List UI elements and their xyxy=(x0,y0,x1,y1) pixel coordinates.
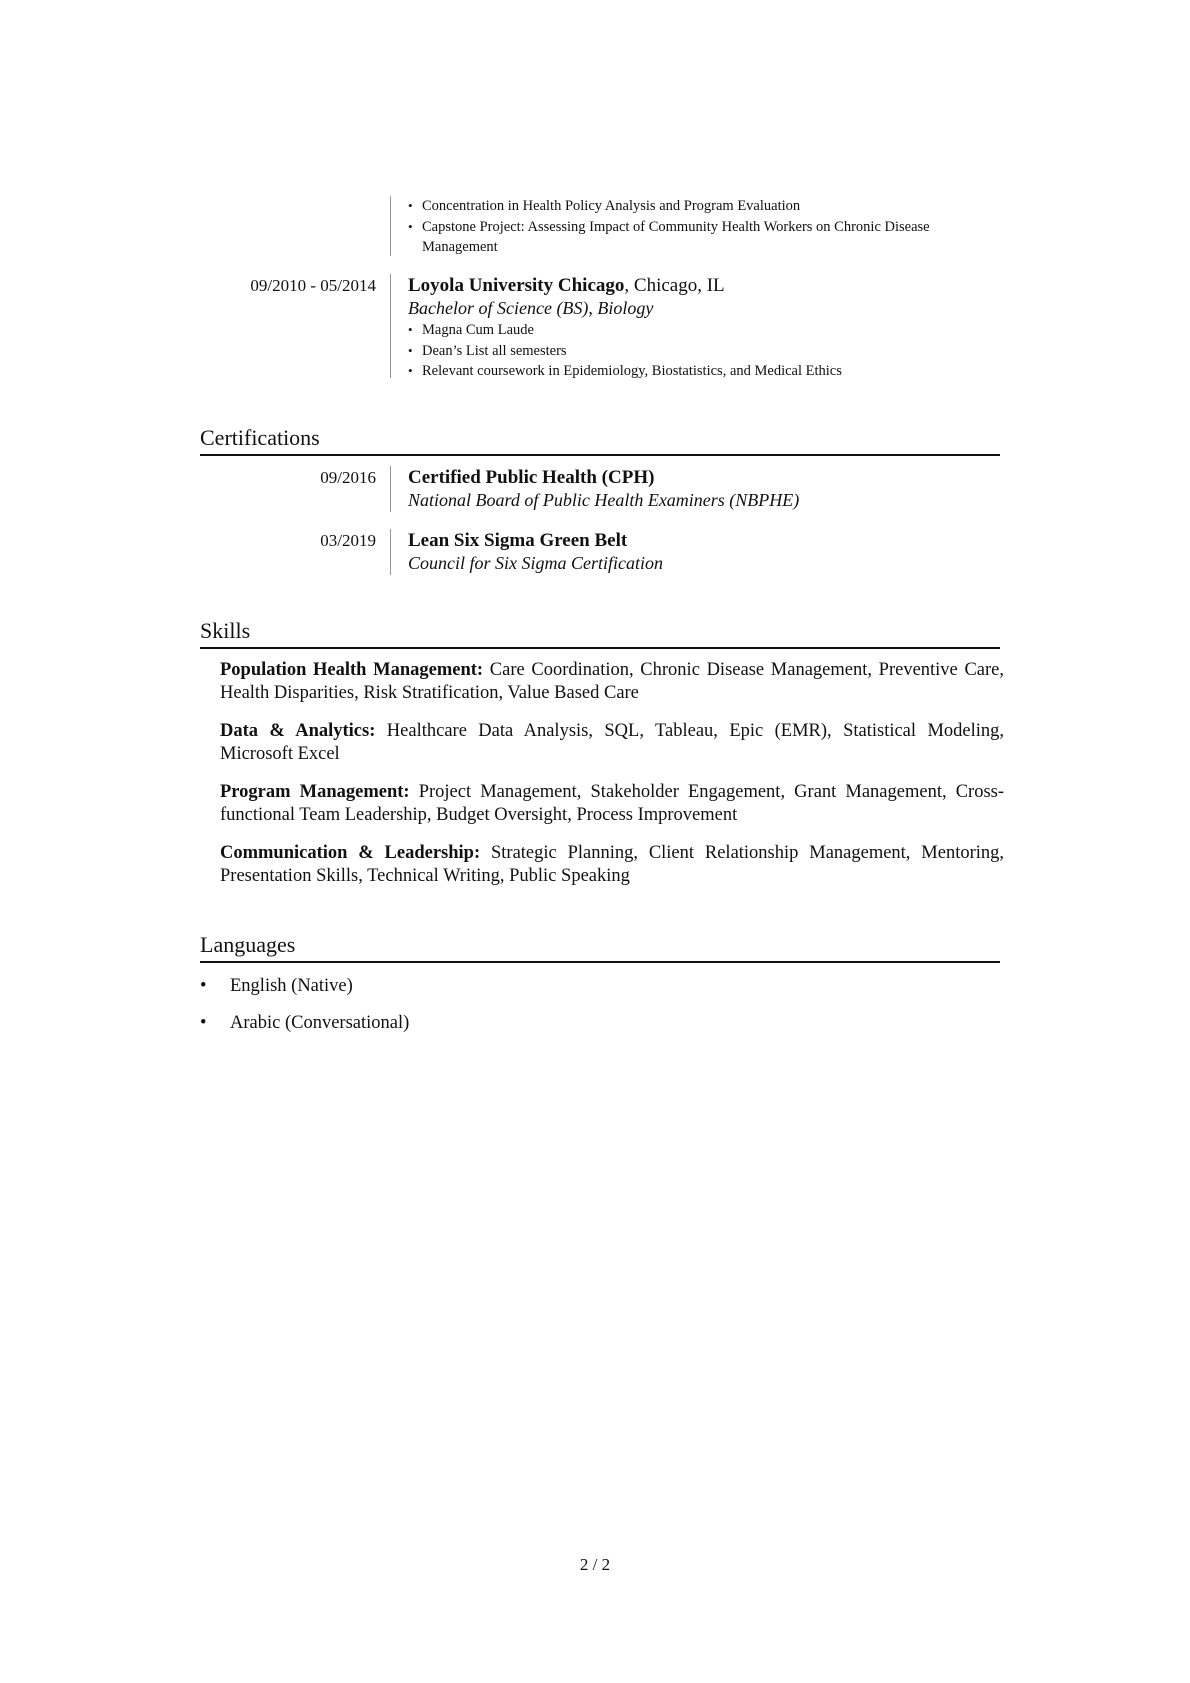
skill-group-list: Strategic Planning, Client Relationship Management, Mentoring, Presentation Skills, Technical Writing, Public Speaking xyxy=(220,843,1005,886)
bullet-item: • Relevant coursework in Epidemiology, Biostatistics, and Medical Ethics xyxy=(408,361,1000,382)
skill-group-list: Care Coordination, Chronic Disease Management, Preventive Care, Health Disparities, Risk Stratification, Value Based Care xyxy=(220,660,1004,703)
timeline-rule xyxy=(390,196,391,256)
bullet-item: • Magna Cum Laude xyxy=(408,320,1000,341)
entry-date: 09/2010 - 05/2014 xyxy=(250,276,376,295)
institution-location: , Chicago, IL xyxy=(624,275,725,296)
language-item xyxy=(200,1012,409,1035)
certification-entry xyxy=(200,466,1000,512)
skill-group-label: Communication & Leadership: xyxy=(220,843,481,863)
skill-group xyxy=(220,781,1004,827)
language-text: Arabic (Conversational) xyxy=(230,1013,410,1033)
timeline-rule xyxy=(390,466,391,512)
degree: Bachelor of Science (BS), Biology xyxy=(408,298,654,318)
language-text: English (Native) xyxy=(230,976,353,996)
timeline-rule xyxy=(390,529,391,575)
entry-content xyxy=(408,196,1000,258)
entry-date: 03/2019 xyxy=(320,531,376,550)
bullet-item: • Dean’s List all semesters xyxy=(408,341,1000,362)
institution-line xyxy=(408,274,1000,297)
skill-group-list: Healthcare Data Analysis, SQL, Tableau, Epic (EMR), Statistical Modeling, Microsoft Excel xyxy=(220,721,1005,764)
entry-bullets xyxy=(408,320,1000,382)
skill-group-label: Data & Analytics: xyxy=(220,721,376,741)
certification-name xyxy=(408,529,1000,552)
entry-bullets xyxy=(408,196,1000,258)
education-entry-continued xyxy=(200,196,1000,256)
skill-group xyxy=(220,659,1004,705)
language-item xyxy=(200,975,353,998)
skill-group-label: Population Health Management: xyxy=(220,660,484,680)
entry-content xyxy=(408,529,1000,575)
certification-name-text: Lean Six Sigma Green Belt xyxy=(408,530,628,551)
institution-name: Loyola University Chicago xyxy=(408,275,625,296)
education-entry-loyola xyxy=(200,274,1000,378)
bullet-icon: • xyxy=(200,1013,207,1033)
skill-group xyxy=(220,842,1004,888)
entry-date: 09/2016 xyxy=(320,468,376,487)
bullet-item: • Concentration in Health Policy Analysis and Program Evaluation xyxy=(408,196,1000,217)
skill-group-label: Program Management: xyxy=(220,782,410,802)
page-number: 2 / 2 xyxy=(579,1555,611,1574)
certification-name xyxy=(408,466,1000,489)
section-title-skills: Skills xyxy=(200,617,1000,649)
bullet-icon: • xyxy=(200,976,207,996)
section-title-languages: Languages xyxy=(200,931,1000,963)
bullet-item: • Capstone Project: Assessing Impact of Community Health Workers on Chronic Disease Management xyxy=(408,217,1000,258)
skill-group-list: Project Management, Stakeholder Engagement, Grant Management, Cross-functional Team Leadership, Budget Oversight, Process Improvement xyxy=(220,782,1005,825)
skill-group xyxy=(220,720,1004,766)
certification-entry xyxy=(200,529,1000,575)
certification-name-text: Certified Public Health (CPH) xyxy=(408,467,655,488)
entry-content xyxy=(408,274,1000,382)
timeline-rule xyxy=(390,274,391,378)
certification-issuer: Council for Six Sigma Certification xyxy=(408,553,663,573)
certification-issuer: National Board of Public Health Examiners (NBPHE) xyxy=(408,490,800,510)
section-title-certifications: Certifications xyxy=(200,424,1000,456)
entry-content xyxy=(408,466,1000,512)
